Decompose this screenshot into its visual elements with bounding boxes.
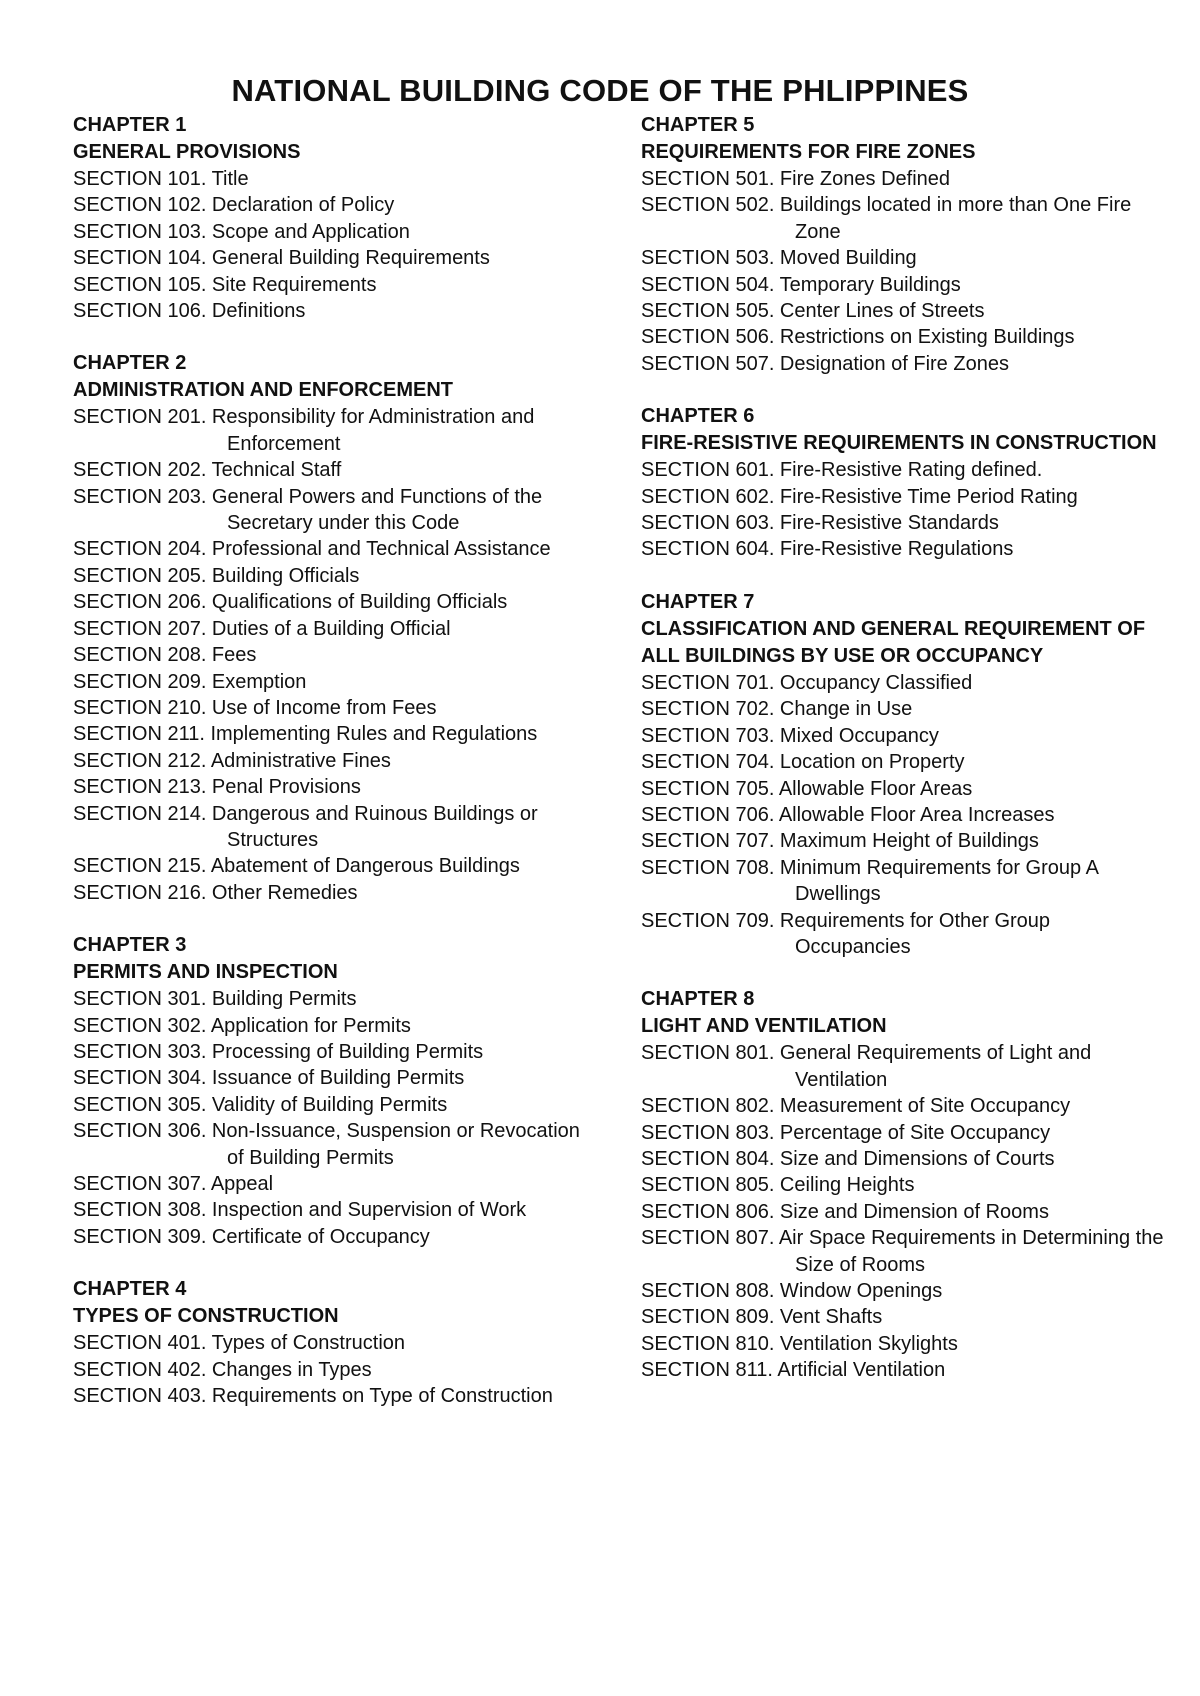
- chapter-title: PERMITS AND INSPECTION: [73, 961, 338, 984]
- section-item: SECTION 216. Other Remedies: [73, 881, 358, 904]
- section-item: SECTION 201. Responsibility for Administration and Enforcement: [73, 406, 535, 455]
- section-item: SECTION 103. Scope and Application: [73, 220, 410, 243]
- chapter-block: [641, 403, 1166, 563]
- section-item: SECTION 203. General Powers and Functions of the Secretary under this Code: [73, 485, 543, 535]
- chapter-title: TYPES OF CONSTRUCTION: [73, 1305, 339, 1328]
- section-item: SECTION 402. Changes in Types: [73, 1358, 372, 1381]
- chapter-title: GENERAL PROVISIONS: [73, 141, 301, 163]
- left-column: [73, 112, 593, 1435]
- section-item: SECTION 301. Building Permits: [73, 988, 357, 1011]
- section-item: SECTION 503. Moved Building: [641, 247, 917, 270]
- chapter-title: LIGHT AND VENTILATION: [641, 1015, 887, 1038]
- chapter-block: [73, 1276, 593, 1409]
- chapter-title: ADMINISTRATION AND ENFORCEMENT: [73, 379, 453, 402]
- section-list: [641, 670, 1166, 960]
- section-item: SECTION 211. Implementing Rules and Regulations: [73, 723, 538, 746]
- section-list: [73, 986, 593, 1250]
- chapter-block: [73, 932, 593, 1250]
- section-item: SECTION 308. Inspection and Supervision of Work: [73, 1199, 527, 1222]
- chapter-block: [641, 986, 1166, 1383]
- chapter-block: [641, 589, 1166, 960]
- section-item: SECTION 403. Requirements on Type of Construction: [73, 1385, 553, 1408]
- chapter-number: CHAPTER 3: [73, 934, 187, 957]
- section-item: SECTION 807. Air Space Requirements in Determining the Size of Rooms: [641, 1227, 1164, 1276]
- section-list: [641, 457, 1166, 563]
- section-list: [641, 166, 1166, 377]
- section-item: SECTION 505. Center Lines of Streets: [641, 300, 985, 323]
- section-item: SECTION 704. Location on Property: [641, 751, 965, 774]
- section-item: SECTION 205. Building Officials: [73, 564, 360, 587]
- chapter-block: [73, 112, 593, 324]
- section-list: [73, 404, 593, 906]
- section-item: SECTION 206. Qualifications of Building Officials: [73, 591, 508, 614]
- section-item: SECTION 213. Penal Provisions: [73, 776, 361, 799]
- section-item: SECTION 507. Designation of Fire Zones: [641, 352, 1009, 375]
- section-item: SECTION 215. Abatement of Dangerous Buildings: [73, 855, 520, 878]
- section-item: SECTION 702. Change in Use: [641, 698, 913, 721]
- section-item: SECTION 803. Percentage of Site Occupancy: [641, 1121, 1051, 1144]
- section-item: SECTION 810. Ventilation Skylights: [641, 1332, 958, 1355]
- section-item: SECTION 306. Non-Issuance, Suspension or Revocation of Building Permits: [73, 1120, 580, 1169]
- chapter-number: CHAPTER 1: [73, 114, 187, 136]
- section-item: SECTION 307. Appeal: [73, 1173, 274, 1195]
- chapter-title: FIRE-RESISTIVE REQUIREMENTS IN CONSTRUCTION: [641, 432, 1157, 455]
- section-item: SECTION 706. Allowable Floor Area Increases: [641, 803, 1055, 826]
- section-item: SECTION 601. Fire-Resistive Rating defined.: [641, 459, 1043, 482]
- section-item: SECTION 208. Fees: [73, 644, 257, 667]
- section-item: SECTION 102. Declaration of Policy: [73, 194, 395, 217]
- section-item: SECTION 501. Fire Zones Defined: [641, 168, 951, 190]
- section-item: SECTION 811. Artificial Ventilation: [641, 1359, 946, 1382]
- section-item: SECTION 602. Fire-Resistive Time Period Rating: [641, 485, 1078, 508]
- section-list: [73, 1330, 593, 1409]
- section-item: SECTION 709. Requirements for Other Group Occupancies: [641, 909, 1051, 958]
- section-item: SECTION 707. Maximum Height of Buildings: [641, 830, 1039, 853]
- section-item: SECTION 401. Types of Construction: [73, 1332, 406, 1355]
- section-item: SECTION 801. General Requirements of Light and Ventilation: [641, 1042, 1092, 1091]
- section-list: [641, 1040, 1166, 1383]
- chapter-title: CLASSIFICATION AND GENERAL REQUIREMENT OF ALL BUILDINGS BY USE OR OCCUPANCY: [641, 617, 1146, 667]
- section-item: SECTION 212. Administrative Fines: [73, 749, 391, 772]
- chapter-number: CHAPTER 5: [641, 114, 755, 136]
- section-item: SECTION 302. Application for Permits: [73, 1014, 411, 1037]
- section-item: SECTION 504. Temporary Buildings: [641, 273, 961, 296]
- section-item: SECTION 104. General Building Requirements: [73, 247, 490, 270]
- right-column: [641, 112, 1166, 1410]
- section-item: SECTION 802. Measurement of Site Occupancy: [641, 1095, 1071, 1118]
- section-item: SECTION 303. Processing of Building Permits: [73, 1040, 484, 1063]
- section-item: SECTION 101. Title: [73, 168, 249, 190]
- chapter-number: CHAPTER 6: [641, 405, 755, 428]
- section-item: SECTION 304. Issuance of Building Permits: [73, 1067, 465, 1090]
- section-item: SECTION 708. Minimum Requirements for Group A Dwellings: [641, 856, 1098, 906]
- chapter-number: CHAPTER 2: [73, 352, 187, 375]
- section-item: SECTION 506. Restrictions on Existing Buildings: [641, 326, 1075, 349]
- chapter-number: CHAPTER 4: [73, 1278, 187, 1301]
- chapter-number: CHAPTER 7: [641, 590, 755, 613]
- section-item: SECTION 204. Professional and Technical Assistance: [73, 538, 551, 561]
- chapter-number: CHAPTER 8: [641, 988, 755, 1011]
- section-item: SECTION 703. Mixed Occupancy: [641, 724, 939, 747]
- section-item: SECTION 805. Ceiling Heights: [641, 1174, 915, 1197]
- section-item: SECTION 603. Fire-Resistive Standards: [641, 512, 999, 535]
- section-item: SECTION 808. Window Openings: [641, 1280, 943, 1302]
- section-item: SECTION 705. Allowable Floor Areas: [641, 777, 973, 800]
- section-item: SECTION 309. Certificate of Occupancy: [73, 1225, 430, 1248]
- section-list: [73, 166, 593, 324]
- chapter-block: [641, 112, 1166, 377]
- section-item: SECTION 106. Definitions: [73, 300, 306, 323]
- section-item: SECTION 202. Technical Staff: [73, 459, 342, 482]
- section-item: SECTION 105. Site Requirements: [73, 273, 377, 296]
- section-item: SECTION 502. Buildings located in more than One Fire Zone: [641, 194, 1132, 243]
- section-item: SECTION 305. Validity of Building Permits: [73, 1093, 448, 1116]
- chapter-block: [73, 350, 593, 906]
- section-item: SECTION 806. Size and Dimension of Rooms: [641, 1200, 1049, 1223]
- section-item: SECTION 214. Dangerous and Ruinous Buildings or Structures: [73, 802, 538, 851]
- section-item: SECTION 804. Size and Dimensions of Courts: [641, 1147, 1055, 1170]
- section-item: SECTION 210. Use of Income from Fees: [73, 696, 437, 719]
- page-title: NATIONAL BUILDING CODE OF THE PHLIPPINES: [231, 73, 969, 108]
- section-item: SECTION 207. Duties of a Building Official: [73, 617, 451, 640]
- chapter-title: REQUIREMENTS FOR FIRE ZONES: [641, 141, 976, 163]
- section-item: SECTION 604. Fire-Resistive Regulations: [641, 538, 1014, 561]
- section-item: SECTION 209. Exemption: [73, 670, 307, 693]
- section-item: SECTION 701. Occupancy Classified: [641, 671, 973, 694]
- section-item: SECTION 809. Vent Shafts: [641, 1306, 883, 1329]
